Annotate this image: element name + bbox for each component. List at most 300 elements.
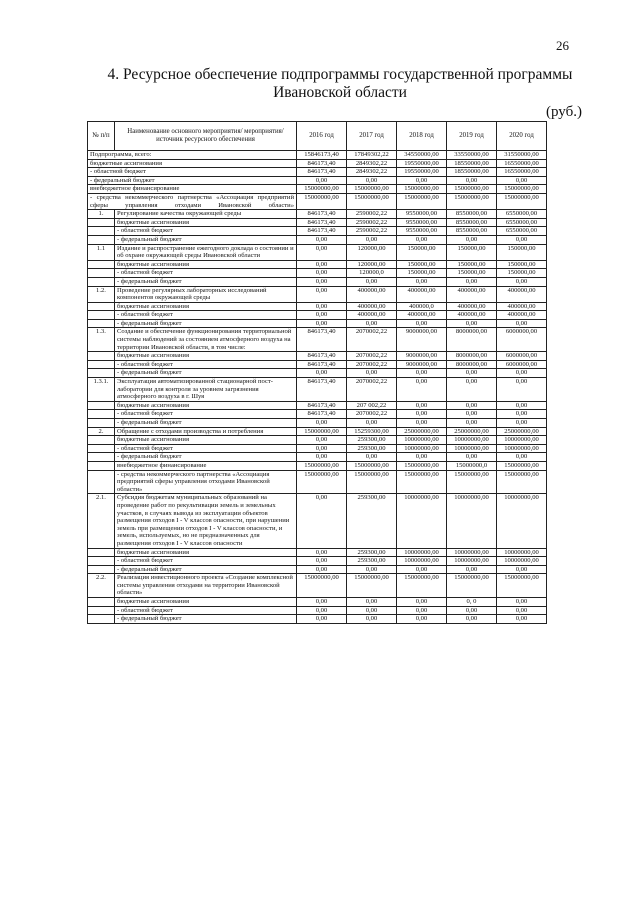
row-name: - средства некоммерческого партнерства «Ассоциация предприятий сферы управления отходами Ивановской области» xyxy=(88,193,297,209)
cell-value-2020: 6550000,00 xyxy=(497,210,547,219)
header-year-2018: 2018 год xyxy=(397,122,447,151)
cell-value-2019: 0, 0 xyxy=(447,598,497,607)
title-line-1: 4. Ресурсное обеспечение подпрограммы государственной программы xyxy=(107,66,573,83)
cell-value-2018: 400000,00 xyxy=(397,311,447,320)
row-name: Издание и распространение ежегодного доклада о состоянии и об охране окружающей среды Ивановской области xyxy=(115,244,297,260)
cell-value-2017: 0,00 xyxy=(347,235,397,244)
table-row xyxy=(88,444,547,453)
cell-value-2017: 0,00 xyxy=(347,615,397,624)
cell-value-2016: 846173,40 xyxy=(297,210,347,219)
cell-value-2016: 0,00 xyxy=(297,311,347,320)
cell-value-2020: 15000000,00 xyxy=(497,193,547,209)
table-row xyxy=(88,574,547,598)
cell-value-2016: 0,00 xyxy=(297,269,347,278)
cell-value-2017: 0,00 xyxy=(347,598,397,607)
table-row xyxy=(88,401,547,410)
cell-value-2017: 2590002,22 xyxy=(347,218,397,227)
cell-value-2018: 0,00 xyxy=(397,419,447,428)
cell-value-2020: 150000,00 xyxy=(497,260,547,269)
row-number: 1.3. xyxy=(88,328,115,352)
cell-value-2018: 0,00 xyxy=(397,606,447,615)
row-name: Подпрограмма, всего: xyxy=(88,151,297,160)
row-name: - федеральный бюджет xyxy=(115,277,297,286)
row-number xyxy=(88,436,115,445)
row-number xyxy=(88,615,115,624)
cell-value-2018: 9550000,00 xyxy=(397,210,447,219)
row-number: 1.3.1. xyxy=(88,378,115,402)
cell-value-2020: 15000000,00 xyxy=(497,185,547,194)
row-name: - средства некоммерческого партнерства «Ассоциация предприятий сферы управления отходами Ивановской области» xyxy=(115,470,297,494)
row-name: бюджетные ассигнования xyxy=(115,260,297,269)
row-name: бюджетные ассигнования xyxy=(115,218,297,227)
cell-value-2018: 9550000,00 xyxy=(397,227,447,236)
table-row xyxy=(88,277,547,286)
cell-value-2019: 8000000,00 xyxy=(447,352,497,361)
cell-value-2019: 8550000,00 xyxy=(447,218,497,227)
row-number xyxy=(88,352,115,361)
row-name: Эксплуатация автоматизированной стационарной пост-лаборатории для контроля за уровнем загрязнения атмосферного воздуха в г. Шуя xyxy=(115,378,297,402)
row-name: - областной бюджет xyxy=(115,410,297,419)
table-row xyxy=(88,328,547,352)
cell-value-2016: 15000000,00 xyxy=(297,461,347,470)
cell-value-2020: 31550000,00 xyxy=(497,151,547,160)
row-number xyxy=(88,369,115,378)
row-name: - федеральный бюджет xyxy=(115,235,297,244)
cell-value-2019: 0,00 xyxy=(447,235,497,244)
cell-value-2020: 10000000,00 xyxy=(497,436,547,445)
cell-value-2019: 15000000,00 xyxy=(447,185,497,194)
cell-value-2018: 0,00 xyxy=(397,410,447,419)
cell-value-2020: 0,00 xyxy=(497,319,547,328)
row-name: - федеральный бюджет xyxy=(115,369,297,378)
cell-value-2019: 150000,00 xyxy=(447,244,497,260)
cell-value-2017: 0,00 xyxy=(347,176,397,185)
table-row xyxy=(88,369,547,378)
cell-value-2019: 0,00 xyxy=(447,378,497,402)
cell-value-2016: 0,00 xyxy=(297,319,347,328)
cell-value-2018: 15000000,00 xyxy=(397,185,447,194)
row-name: бюджетные ассигнования xyxy=(115,401,297,410)
cell-value-2017: 259300,00 xyxy=(347,557,397,566)
row-number xyxy=(88,269,115,278)
cell-value-2019: 10000000,00 xyxy=(447,444,497,453)
cell-value-2016: 846173,40 xyxy=(297,168,347,177)
cell-value-2020: 400000,00 xyxy=(497,302,547,311)
table-row xyxy=(88,453,547,462)
row-name: бюджетные ассигнования xyxy=(115,436,297,445)
cell-value-2019: 0,00 xyxy=(447,565,497,574)
cell-value-2018: 10000000,00 xyxy=(397,557,447,566)
cell-value-2018: 10000000,00 xyxy=(397,436,447,445)
page-number: 26 xyxy=(556,38,569,53)
row-name: бюджетные ассигнования xyxy=(115,302,297,311)
cell-value-2017: 15000000,00 xyxy=(347,574,397,598)
table-row xyxy=(88,598,547,607)
cell-value-2016: 846173,40 xyxy=(297,159,347,168)
cell-value-2019: 0,00 xyxy=(447,410,497,419)
row-number xyxy=(88,410,115,419)
row-number: 2. xyxy=(88,427,115,436)
cell-value-2018: 0,00 xyxy=(397,453,447,462)
cell-value-2017: 2070002,22 xyxy=(347,360,397,369)
cell-value-2016: 0,00 xyxy=(297,176,347,185)
cell-value-2019: 8550000,00 xyxy=(447,210,497,219)
table-row xyxy=(88,302,547,311)
cell-value-2018: 0,00 xyxy=(397,176,447,185)
cell-value-2020: 6550000,00 xyxy=(497,218,547,227)
cell-value-2018: 0,00 xyxy=(397,598,447,607)
row-number: 2.1. xyxy=(88,494,115,548)
cell-value-2017: 15000000,00 xyxy=(347,185,397,194)
cell-value-2019: 8000000,00 xyxy=(447,360,497,369)
title-line-2: Ивановской области xyxy=(273,84,407,101)
cell-value-2017: 17849302,22 xyxy=(347,151,397,160)
cell-value-2016: 846173,40 xyxy=(297,410,347,419)
cell-value-2017: 120000,00 xyxy=(347,244,397,260)
table-row xyxy=(88,260,547,269)
cell-value-2019: 400000,00 xyxy=(447,286,497,302)
cell-value-2016: 0,00 xyxy=(297,419,347,428)
cell-value-2020: 6000000,00 xyxy=(497,360,547,369)
cell-value-2016: 0,00 xyxy=(297,598,347,607)
cell-value-2017: 2849302,22 xyxy=(347,168,397,177)
cell-value-2020: 0,00 xyxy=(497,369,547,378)
cell-value-2020: 16550000,00 xyxy=(497,168,547,177)
cell-value-2018: 10000000,00 xyxy=(397,494,447,548)
table-row xyxy=(88,269,547,278)
table-row xyxy=(88,176,547,185)
row-name: - федеральный бюджет xyxy=(88,176,297,185)
header-name: Наименование основного мероприятия/ мероприятия/ источник ресурсного обеспечения xyxy=(115,122,297,151)
table-body xyxy=(88,151,547,624)
row-name: - федеральный бюджет xyxy=(115,319,297,328)
cell-value-2020: 0,00 xyxy=(497,615,547,624)
cell-value-2017: 15000000,00 xyxy=(347,193,397,209)
row-name: - областной бюджет xyxy=(115,227,297,236)
row-name: бюджетные ассигнования xyxy=(115,598,297,607)
cell-value-2017: 120000,0 xyxy=(347,269,397,278)
cell-value-2018: 0,00 xyxy=(397,369,447,378)
cell-value-2017: 259300,00 xyxy=(347,436,397,445)
cell-value-2017: 15000000,00 xyxy=(347,470,397,494)
cell-value-2016: 0,00 xyxy=(297,277,347,286)
cell-value-2016: 846173,40 xyxy=(297,352,347,361)
table-row xyxy=(88,159,547,168)
cell-value-2016: 15846173,40 xyxy=(297,151,347,160)
cell-value-2019: 15000000,0 xyxy=(447,461,497,470)
cell-value-2019: 0,00 xyxy=(447,453,497,462)
cell-value-2019: 0,00 xyxy=(447,369,497,378)
row-name: бюджетные ассигнования xyxy=(115,352,297,361)
cell-value-2016: 0,00 xyxy=(297,494,347,548)
table-row xyxy=(88,168,547,177)
cell-value-2016: 846173,40 xyxy=(297,401,347,410)
cell-value-2017: 0,00 xyxy=(347,606,397,615)
cell-value-2019: 8000000,00 xyxy=(447,328,497,352)
row-number: 1. xyxy=(88,210,115,219)
cell-value-2018: 150000,00 xyxy=(397,244,447,260)
cell-value-2016: 0,00 xyxy=(297,615,347,624)
cell-value-2016: 0,00 xyxy=(297,369,347,378)
cell-value-2017: 2590002,22 xyxy=(347,210,397,219)
cell-value-2018: 9000000,00 xyxy=(397,352,447,361)
row-number xyxy=(88,360,115,369)
cell-value-2019: 0,00 xyxy=(447,319,497,328)
cell-value-2019: 10000000,00 xyxy=(447,436,497,445)
cell-value-2016: 15000000,00 xyxy=(297,185,347,194)
cell-value-2020: 15000000,00 xyxy=(497,574,547,598)
cell-value-2020: 15000000,00 xyxy=(497,470,547,494)
cell-value-2020: 400000,00 xyxy=(497,311,547,320)
cell-value-2016: 0,00 xyxy=(297,286,347,302)
row-name: Обращение с отходами производства и потребления xyxy=(115,427,297,436)
cell-value-2019: 0,00 xyxy=(447,176,497,185)
cell-value-2016: 846173,40 xyxy=(297,360,347,369)
cell-value-2016: 0,00 xyxy=(297,548,347,557)
cell-value-2016: 0,00 xyxy=(297,606,347,615)
table-row xyxy=(88,378,547,402)
cell-value-2020: 0,00 xyxy=(497,419,547,428)
cell-value-2020: 0,00 xyxy=(497,606,547,615)
table-row xyxy=(88,606,547,615)
table-row xyxy=(88,548,547,557)
table-row xyxy=(88,352,547,361)
table-row xyxy=(88,319,547,328)
cell-value-2019: 15000000,00 xyxy=(447,193,497,209)
cell-value-2016: 0,00 xyxy=(297,565,347,574)
cell-value-2019: 0,00 xyxy=(447,419,497,428)
cell-value-2020: 0,00 xyxy=(497,401,547,410)
row-name: бюджетные ассигнования xyxy=(115,548,297,557)
cell-value-2018: 9000000,00 xyxy=(397,360,447,369)
row-number xyxy=(88,598,115,607)
cell-value-2019: 10000000,00 xyxy=(447,548,497,557)
cell-value-2020: 0,00 xyxy=(497,176,547,185)
table-row xyxy=(88,185,547,194)
cell-value-2018: 15000000,00 xyxy=(397,193,447,209)
cell-value-2019: 150000,00 xyxy=(447,269,497,278)
cell-value-2019: 25000000,00 xyxy=(447,427,497,436)
row-number xyxy=(88,453,115,462)
row-name: - областной бюджет xyxy=(88,168,297,177)
cell-value-2016: 846173,40 xyxy=(297,227,347,236)
cell-value-2018: 19550000,00 xyxy=(397,159,447,168)
table-row xyxy=(88,557,547,566)
row-name: - федеральный бюджет xyxy=(115,453,297,462)
row-name: - областной бюджет xyxy=(115,360,297,369)
cell-value-2017: 2590002,22 xyxy=(347,227,397,236)
cell-value-2017: 0,00 xyxy=(347,369,397,378)
cell-value-2017: 0,00 xyxy=(347,319,397,328)
cell-value-2016: 0,00 xyxy=(297,444,347,453)
cell-value-2019: 33550000,00 xyxy=(447,151,497,160)
cell-value-2018: 10000000,00 xyxy=(397,548,447,557)
cell-value-2018: 34550000,00 xyxy=(397,151,447,160)
cell-value-2016: 15000000,00 xyxy=(297,470,347,494)
table-row xyxy=(88,227,547,236)
cell-value-2018: 0,00 xyxy=(397,615,447,624)
cell-value-2020: 16550000,00 xyxy=(497,159,547,168)
header-year-2017: 2017 год xyxy=(347,122,397,151)
cell-value-2017: 259300,00 xyxy=(347,444,397,453)
row-number: 2.2. xyxy=(88,574,115,598)
cell-value-2017: 120000,00 xyxy=(347,260,397,269)
cell-value-2018: 0,00 xyxy=(397,378,447,402)
cell-value-2019: 400000,00 xyxy=(447,302,497,311)
cell-value-2019: 10000000,00 xyxy=(447,557,497,566)
cell-value-2017: 2070002,22 xyxy=(347,378,397,402)
row-number xyxy=(88,461,115,470)
cell-value-2020: 15000000,00 xyxy=(497,461,547,470)
row-number xyxy=(88,260,115,269)
table-row xyxy=(88,470,547,494)
row-number xyxy=(88,557,115,566)
cell-value-2016: 0,00 xyxy=(297,302,347,311)
table-header-row xyxy=(88,122,547,151)
cell-value-2018: 150000,00 xyxy=(397,260,447,269)
cell-value-2017: 2070002,22 xyxy=(347,328,397,352)
cell-value-2019: 18550000,00 xyxy=(447,168,497,177)
cell-value-2020: 0,00 xyxy=(497,565,547,574)
cell-value-2020: 10000000,00 xyxy=(497,557,547,566)
cell-value-2018: 0,00 xyxy=(397,319,447,328)
page-title xyxy=(60,66,620,102)
cell-value-2018: 15000000,00 xyxy=(397,461,447,470)
row-name: - федеральный бюджет xyxy=(115,419,297,428)
cell-value-2017: 400000,00 xyxy=(347,311,397,320)
row-number xyxy=(88,302,115,311)
cell-value-2016: 15000000,00 xyxy=(297,193,347,209)
cell-value-2017: 0,00 xyxy=(347,419,397,428)
cell-value-2018: 0,00 xyxy=(397,565,447,574)
cell-value-2018: 10000000,00 xyxy=(397,444,447,453)
cell-value-2017: 259300,00 xyxy=(347,548,397,557)
cell-value-2016: 846173,40 xyxy=(297,378,347,402)
cell-value-2020: 10000000,00 xyxy=(497,444,547,453)
table-row xyxy=(88,436,547,445)
cell-value-2018: 9000000,00 xyxy=(397,328,447,352)
cell-value-2018: 9550000,00 xyxy=(397,218,447,227)
cell-value-2018: 0,00 xyxy=(397,235,447,244)
cell-value-2020: 0,00 xyxy=(497,378,547,402)
table-row xyxy=(88,410,547,419)
cell-value-2017: 2070002,22 xyxy=(347,352,397,361)
cell-value-2019: 18550000,00 xyxy=(447,159,497,168)
cell-value-2018: 0,00 xyxy=(397,401,447,410)
table-row xyxy=(88,235,547,244)
row-number: 1.1 xyxy=(88,244,115,260)
table-row xyxy=(88,218,547,227)
cell-value-2017: 0,00 xyxy=(347,277,397,286)
cell-value-2020: 0,00 xyxy=(497,598,547,607)
row-name: - федеральный бюджет xyxy=(115,615,297,624)
table-row xyxy=(88,311,547,320)
cell-value-2019: 0,00 xyxy=(447,606,497,615)
currency-unit: (руб.) xyxy=(546,104,582,120)
row-name: - областной бюджет xyxy=(115,606,297,615)
cell-value-2020: 10000000,00 xyxy=(497,548,547,557)
header-year-2020: 2020 год xyxy=(497,122,547,151)
table-row xyxy=(88,244,547,260)
cell-value-2019: 150000,00 xyxy=(447,260,497,269)
row-name: - областной бюджет xyxy=(115,269,297,278)
cell-value-2020: 150000,00 xyxy=(497,269,547,278)
row-name: Проведение регулярных лабораторных исследований компонентов окружающей среды xyxy=(115,286,297,302)
row-number xyxy=(88,227,115,236)
cell-value-2017: 2070002,22 xyxy=(347,410,397,419)
row-number xyxy=(88,277,115,286)
row-number xyxy=(88,319,115,328)
row-name: Реализация инвестиционного проекта «Создание комплексной системы управления отходами на территории Ивановской области» xyxy=(115,574,297,598)
cell-value-2020: 6550000,00 xyxy=(497,227,547,236)
cell-value-2019: 0,00 xyxy=(447,615,497,624)
row-name: Регулирование качества окружающей среды xyxy=(115,210,297,219)
row-number xyxy=(88,311,115,320)
table-row xyxy=(88,461,547,470)
table-row xyxy=(88,286,547,302)
row-name: бюджетные ассигнования xyxy=(88,159,297,168)
cell-value-2020: 0,00 xyxy=(497,235,547,244)
row-number xyxy=(88,444,115,453)
cell-value-2017: 400000,00 xyxy=(347,302,397,311)
row-number xyxy=(88,401,115,410)
cell-value-2017: 2849302,22 xyxy=(347,159,397,168)
cell-value-2020: 0,00 xyxy=(497,277,547,286)
cell-value-2020: 6000000,00 xyxy=(497,352,547,361)
row-name: внебюджетное финансирование xyxy=(115,461,297,470)
cell-value-2020: 0,00 xyxy=(497,453,547,462)
cell-value-2018: 15000000,00 xyxy=(397,470,447,494)
row-name: - областной бюджет xyxy=(115,311,297,320)
cell-value-2020: 400000,00 xyxy=(497,286,547,302)
cell-value-2018: 25000000,00 xyxy=(397,427,447,436)
cell-value-2019: 10000000,00 xyxy=(447,494,497,548)
cell-value-2017: 259300,00 xyxy=(347,494,397,548)
row-name: Субсидия бюджетам муниципальных образований на проведение работ по рекультивации земель и земельных участков, в случаях вывода из эксплуатации объектов размещения отходов I - V классов опасности, при нарушении земель при размещении отходов I - V классов опасности, и земель, используемых, но не предназначенных для размещения отходов I - V классов опасности xyxy=(115,494,297,548)
cell-value-2020: 6000000,00 xyxy=(497,328,547,352)
cell-value-2018: 0,00 xyxy=(397,277,447,286)
row-name: внебюджетное финансирование xyxy=(88,185,297,194)
cell-value-2019: 0,00 xyxy=(447,401,497,410)
row-name: - областной бюджет xyxy=(115,557,297,566)
cell-value-2017: 0,00 xyxy=(347,565,397,574)
table-row xyxy=(88,427,547,436)
cell-value-2016: 0,00 xyxy=(297,557,347,566)
cell-value-2017: 15259300,00 xyxy=(347,427,397,436)
table-row xyxy=(88,565,547,574)
cell-value-2016: 0,00 xyxy=(297,260,347,269)
cell-value-2020: 10000000,00 xyxy=(497,494,547,548)
cell-value-2016: 15000000,00 xyxy=(297,574,347,598)
cell-value-2019: 15000000,00 xyxy=(447,574,497,598)
resource-table xyxy=(87,121,547,624)
row-name: - федеральный бюджет xyxy=(115,565,297,574)
cell-value-2017: 400000,00 xyxy=(347,286,397,302)
cell-value-2017: 0,00 xyxy=(347,453,397,462)
cell-value-2018: 400000,0 xyxy=(397,302,447,311)
header-num: № п/п xyxy=(88,122,115,151)
cell-value-2017: 15000000,00 xyxy=(347,461,397,470)
header-year-2016: 2016 год xyxy=(297,122,347,151)
cell-value-2016: 15000000,00 xyxy=(297,427,347,436)
row-number: 1.2. xyxy=(88,286,115,302)
table-row xyxy=(88,151,547,160)
cell-value-2018: 150000,00 xyxy=(397,269,447,278)
row-number xyxy=(88,235,115,244)
table-row xyxy=(88,193,547,209)
row-number xyxy=(88,606,115,615)
table-row xyxy=(88,419,547,428)
